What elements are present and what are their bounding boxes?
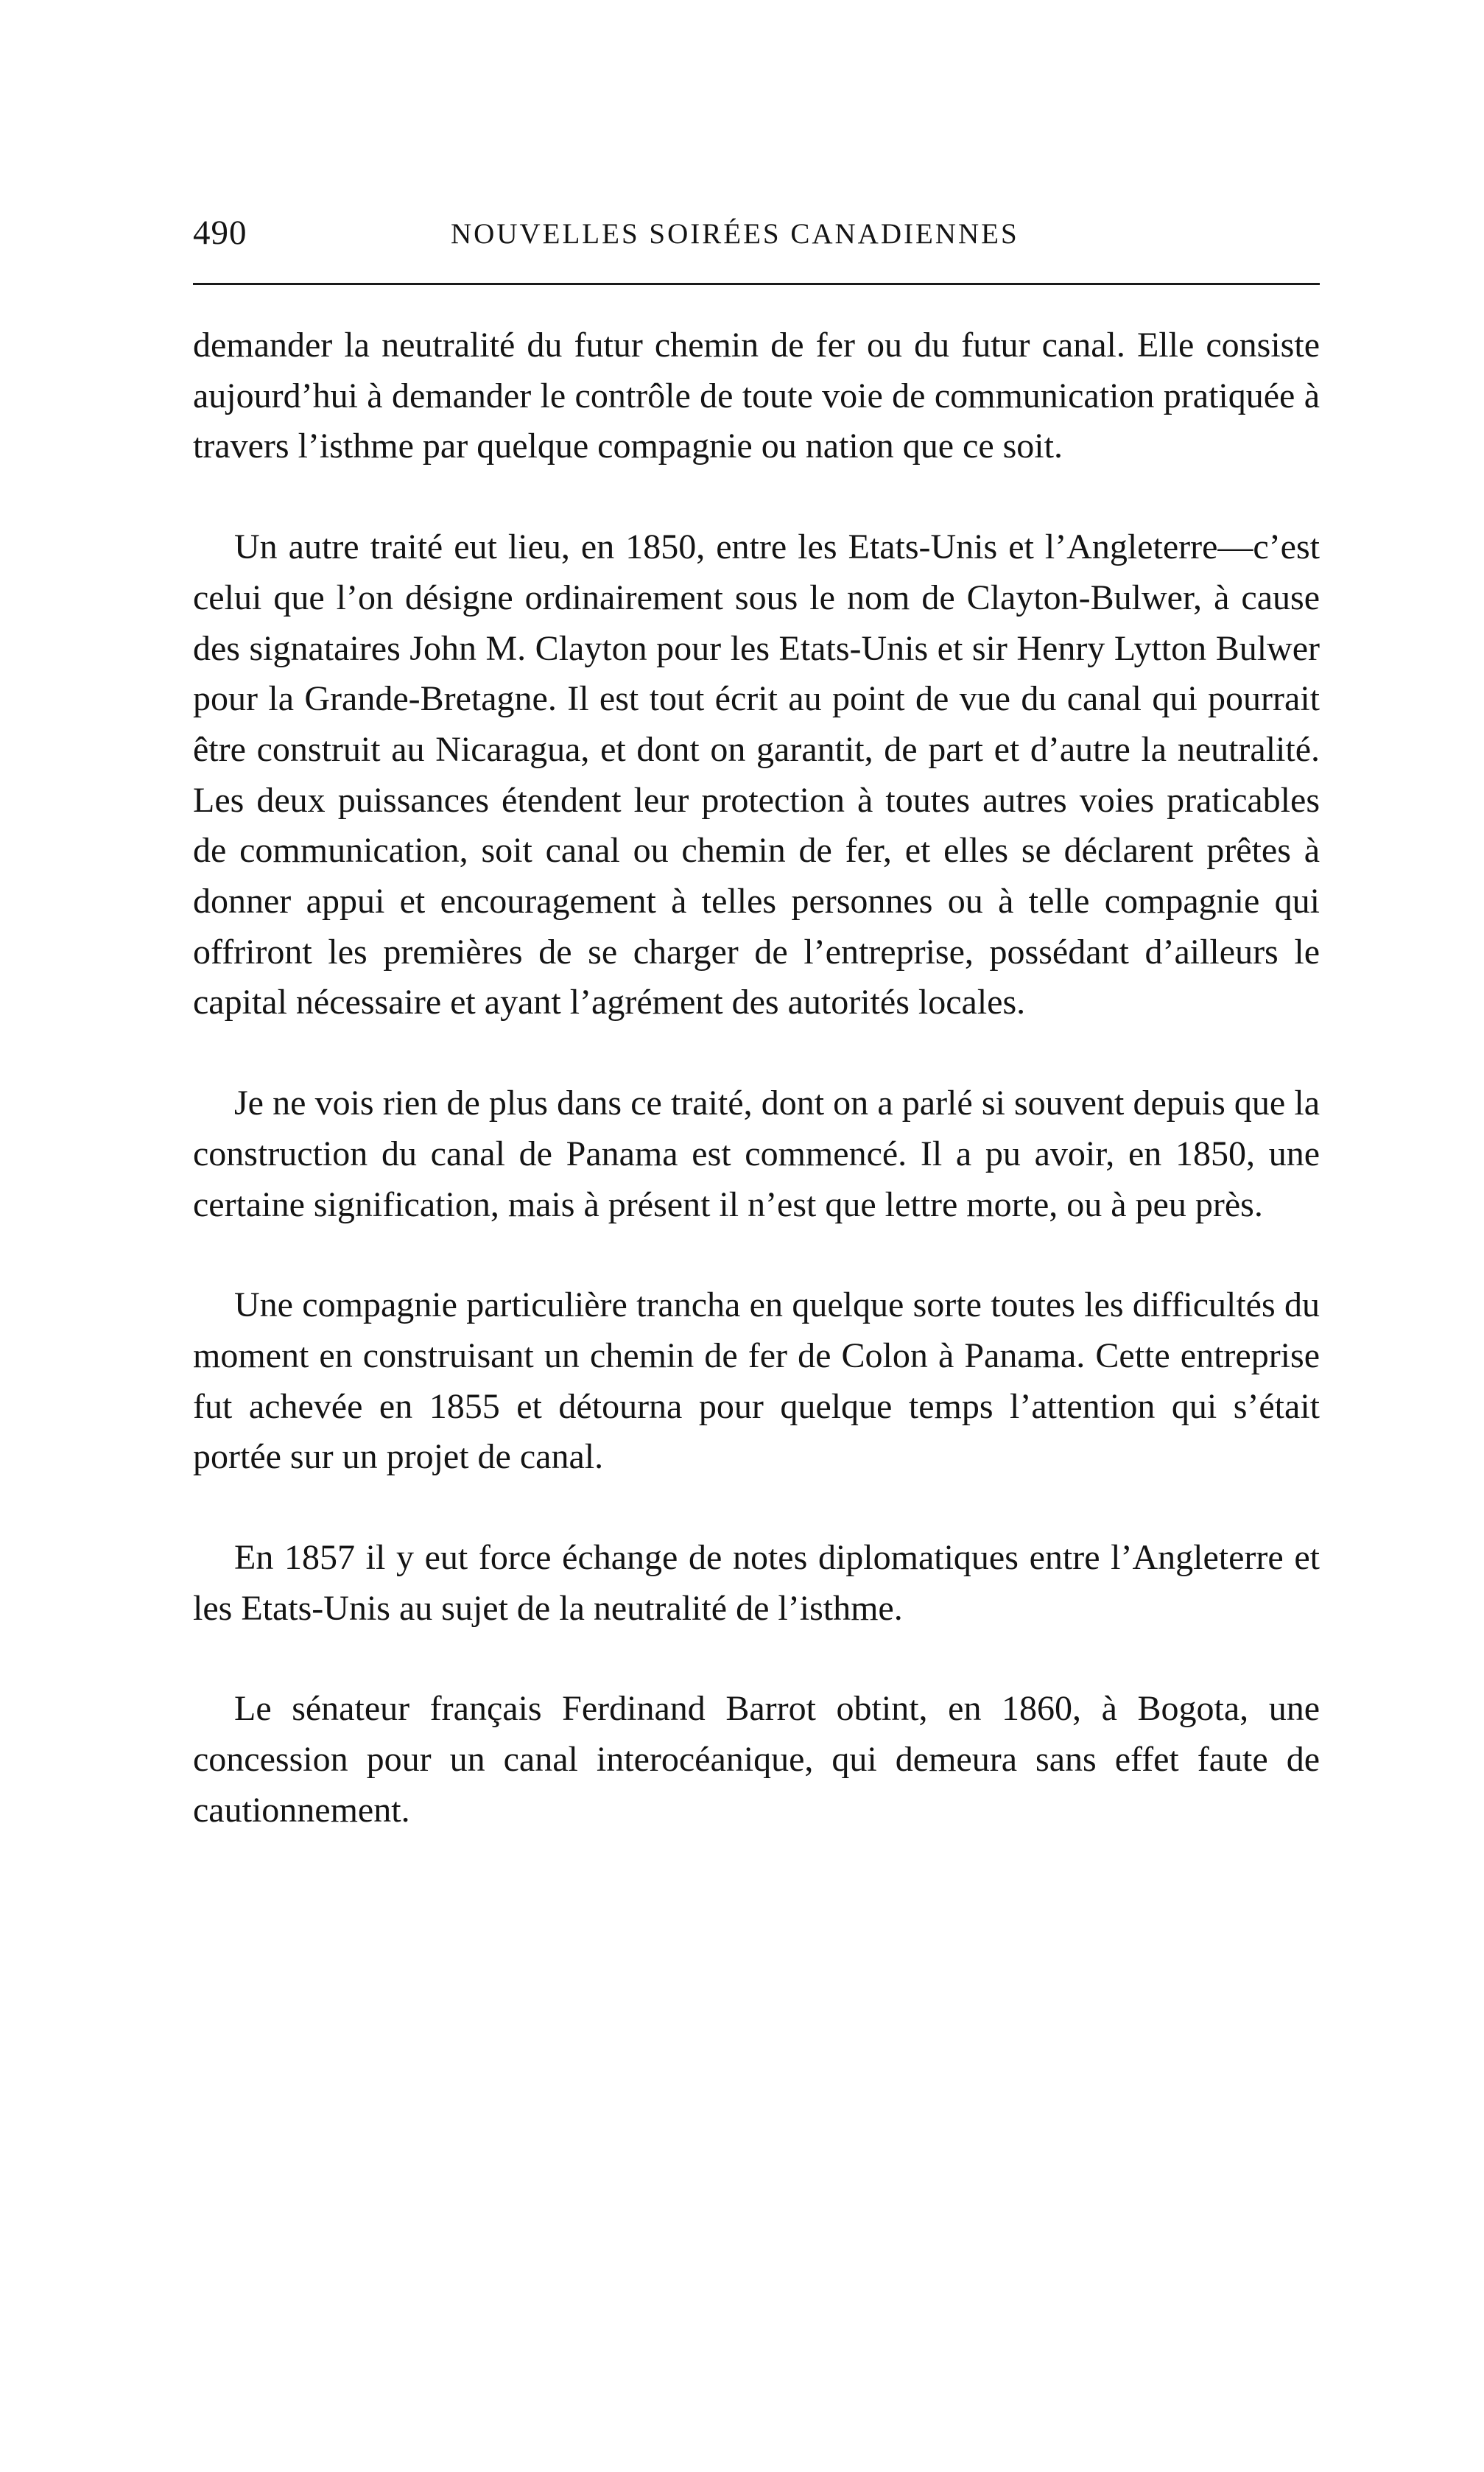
paragraph-6: Le sénateur français Ferdinand Barrot obtint, en 1860, à Bogota, une concession pour un canal interocéanique, qui demeura sans effet faute de cautionnement. [193,1689,1320,1830]
paragraph-2: Un autre traité eut lieu, en 1850, entre les Etats-Unis et l’Angleterre—c’est celui que l’on désigne ordinairement sous le nom de Clayton-Bulwer, à cause des signataires John M. Clayton pour les Etats-Unis et sir Henry Lytton Bulwer pour la Grande-Bretagne. Il est tout écrit au point de vue du canal qui pourrait être construit au Nicaragua, et dont on garantit, de part et d’autre la neutralité. Les deux puissances étendent leur protection à toutes autres voies praticables de communication, soit canal ou chemin de fer, et elles se déclarent prêtes à donner appui et encouragement à telles personnes ou à telle compagnie qui offriront les premières de se charger de l’entreprise, possédant d’ailleurs le capital nécessaire et ayant l’agrément des autorités locales. [193,527,1320,1022]
page-header [193,211,1318,255]
paragraph-1: demander la neutralité du futur chemin de fer ou du futur canal. Elle consiste aujourd’hui à demander le contrôle de toute voie de communication pratiquée à travers l’isthme par quelque compagnie ou nation que ce soit. [193,326,1320,466]
page-number: 490 [193,214,247,252]
running-title: NOUVELLES SOIRÉES CANADIENNES [451,218,1019,250]
body-text [193,320,1320,1886]
paragraph-5: En 1857 il y eut force échange de notes diplomatiques entre l’Angleterre et les Etats-Unis au sujet de la neutralité de l’isthme. [193,1538,1320,1628]
paragraph-4: Une compagnie particulière trancha en quelque sorte toutes les difficultés du moment en construisant un chemin de fer de Colon à Panama. Cette entreprise fut achevée en 1855 et détourna pour quelque temps l’attention qui s’était portée sur un projet de canal. [193,1285,1320,1477]
header-rule [193,283,1320,285]
paragraph-3: Je ne vois rien de plus dans ce traité, dont on a parlé si souvent depuis que la construction du canal de Panama est commencé. Il a pu avoir, en 1850, une certaine signification, mais à présent il n’est que lettre morte, ou à peu près. [193,1084,1320,1224]
